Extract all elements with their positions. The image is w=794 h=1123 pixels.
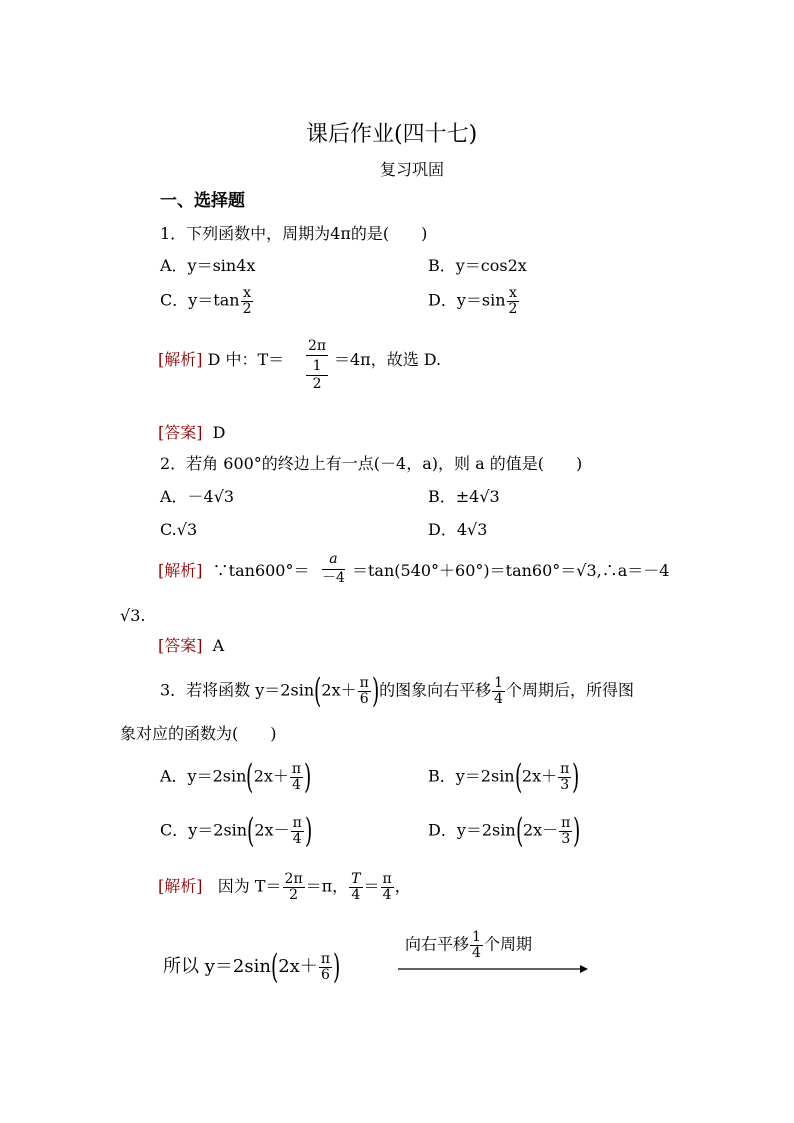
q1-d-fraction <box>507 286 520 316</box>
right-paren: ) <box>371 671 380 711</box>
q3-analysis-text: 因为 T＝ <box>217 876 282 896</box>
left-paren: ( <box>246 757 254 797</box>
left-paren: ( <box>515 811 523 851</box>
frac-den: 4 <box>494 690 504 707</box>
frac-den: 2 <box>508 300 518 317</box>
right-paren: ) <box>333 947 341 987</box>
q3-option-d <box>428 811 581 851</box>
q1-option-c-text: C．y＝tan <box>160 290 240 310</box>
q1-option-b: B．y＝cos2x <box>428 256 527 275</box>
q1-option-c <box>160 286 254 316</box>
left-paren: ( <box>514 757 522 797</box>
frac-den: 4 <box>472 944 481 961</box>
right-arrow-icon <box>398 962 588 976</box>
q3-stem <box>160 671 635 711</box>
frac-num: π <box>560 760 570 777</box>
frac-num: a <box>322 551 345 570</box>
frac-den: 2 <box>242 300 252 317</box>
frac-den: 4 <box>292 776 301 793</box>
q3-analysis-end: ， <box>394 876 411 896</box>
frac-den: －4 <box>322 569 345 586</box>
q3-analysis-fraction-3 <box>381 872 394 902</box>
right-paren: ) <box>573 811 581 851</box>
q1-answer-value: D <box>212 423 226 442</box>
q3-stem-line2: 象对应的函数为( ) <box>120 724 277 743</box>
q3-b-inner: 2x＋ <box>521 766 558 786</box>
frac-num: x <box>241 286 254 302</box>
q3-pi-fraction <box>358 676 371 706</box>
frac-num: 1 <box>494 674 504 691</box>
frac-den: 4 <box>382 886 392 903</box>
q1-stem: 1．下列函数中，周期为4π的是( ) <box>160 224 428 243</box>
q1-option-d-text: D．y＝sin <box>428 290 506 310</box>
q3-line-text: 所以 y＝2sin <box>163 956 271 977</box>
q3-a-fraction <box>290 762 303 792</box>
q2-answer-value: A <box>212 636 225 655</box>
q1-c-fraction <box>241 286 254 316</box>
frac-num: 2π <box>284 871 303 887</box>
q2-analysis-line2: √3. <box>120 606 146 625</box>
frac-num: 1 <box>472 929 481 945</box>
q3-option-a <box>160 757 312 797</box>
q3-a-inner: 2x＋ <box>253 766 289 786</box>
frac-den-den: 2 <box>312 375 322 392</box>
q2-stem: 2．若角 600°的终边上有一点(－4，a)，则 a 的值是( ) <box>160 454 583 473</box>
frac-num: π <box>291 760 302 777</box>
frac-den: 3 <box>560 776 570 793</box>
frac-num: x <box>507 286 520 302</box>
answer-label: [答案] <box>158 423 203 442</box>
frac-den: 3 <box>561 830 571 847</box>
left-paren: ( <box>314 671 322 711</box>
frac-num: π <box>561 814 571 831</box>
frac-num: π <box>382 871 392 887</box>
right-paren: ) <box>304 811 313 851</box>
frac-num: π <box>292 814 302 831</box>
arrow-label-post: 个周期 <box>483 934 532 954</box>
frac-den: 6 <box>320 966 330 983</box>
q2-analysis-text: ∵tan600°＝ <box>212 561 310 580</box>
q3-c-inner: 2x－ <box>254 820 290 840</box>
q3-d-fraction <box>559 816 572 846</box>
analysis-label: [解析] <box>158 561 203 580</box>
frac-den: 4 <box>292 830 302 847</box>
q1-analysis-text: D 中：T＝ <box>207 350 285 369</box>
right-paren: ) <box>304 757 312 797</box>
left-paren: ( <box>270 947 279 987</box>
q1-option-a: A．y＝sin4x <box>160 256 256 275</box>
q1-option-d <box>428 286 520 316</box>
q3-analysis: [解析] 因为 T＝ $\frac{2\pi}{2}$ ＝π， $\frac{T}{4}$ ＝ $\frac{\pi}{4}$ ， <box>158 871 411 903</box>
frac-den-num: 1 <box>306 358 328 376</box>
q3-analysis-fraction-1 <box>283 872 305 902</box>
q3-stem-mid: 的图象向右平移 <box>379 680 492 700</box>
q3-line-inner: 2x＋ <box>278 956 318 977</box>
q3-a-text: A．y＝2sin <box>160 766 247 786</box>
page-subtitle: 复习巩固 <box>380 160 445 179</box>
q1-analysis-fraction <box>306 338 328 392</box>
q3-stem-text: 3．若将函数 y＝2sin <box>160 680 315 700</box>
right-paren: ) <box>572 757 580 797</box>
arrow-label <box>405 930 532 960</box>
frac-num: π <box>359 674 369 691</box>
q3-option-b <box>428 757 580 797</box>
frac-num: π <box>320 950 331 967</box>
q2-analysis <box>158 563 310 579</box>
q3-c-text: C．y＝2sin <box>160 820 248 840</box>
page-title: 课后作业(四十七) <box>306 122 478 147</box>
frac-den: 2 <box>289 886 299 903</box>
q3-line-fraction <box>319 952 332 982</box>
q3-stem-inner: 2x＋ <box>321 680 357 700</box>
left-paren: ( <box>247 811 255 851</box>
q1-analysis-result: ＝4π，故选 D. <box>334 350 442 369</box>
q2-analysis-fraction <box>322 551 345 587</box>
analysis-label: [解析] <box>158 350 203 369</box>
q2-analysis-result: ＝tan(540°＋60°)＝tan60°＝√3,∴a＝－4 <box>352 561 670 580</box>
q2-option-c: C.√3 <box>160 520 198 539</box>
q2-answer <box>158 638 224 654</box>
q3-b-text: B．y＝2sin <box>428 766 515 786</box>
q3-option-c <box>160 811 313 851</box>
q3-analysis-mid: ＝π， <box>305 876 349 896</box>
q3-c-fraction <box>291 816 304 846</box>
arrow-fraction <box>470 930 483 960</box>
answer-label: [答案] <box>158 636 203 655</box>
frac-den: 4 <box>351 886 361 903</box>
analysis-label: [解析] <box>158 876 203 896</box>
q3-quarter-fraction <box>492 676 505 706</box>
q3-b-fraction <box>558 762 571 792</box>
frac-num: 2π <box>308 338 327 354</box>
frac-den: 6 <box>359 690 369 707</box>
frac-num: T <box>351 871 361 887</box>
q1-answer <box>158 425 226 441</box>
arrow-label-pre: 向右平移 <box>405 934 470 954</box>
section-heading: 一、选择题 <box>160 191 245 211</box>
q3-d-inner: 2x－ <box>522 820 559 840</box>
q3-stem-post: 个周期后，所得图 <box>506 680 635 700</box>
q3-analysis-fraction-2 <box>349 872 362 902</box>
q3-d-text: D．y＝2sin <box>428 820 516 840</box>
q2-option-a: A．－4√3 <box>160 487 235 506</box>
q1-analysis <box>158 352 284 368</box>
q2-option-d: D．4√3 <box>428 520 488 539</box>
q3-transform-line <box>163 947 341 987</box>
q2-option-b: B．±4√3 <box>428 487 500 506</box>
